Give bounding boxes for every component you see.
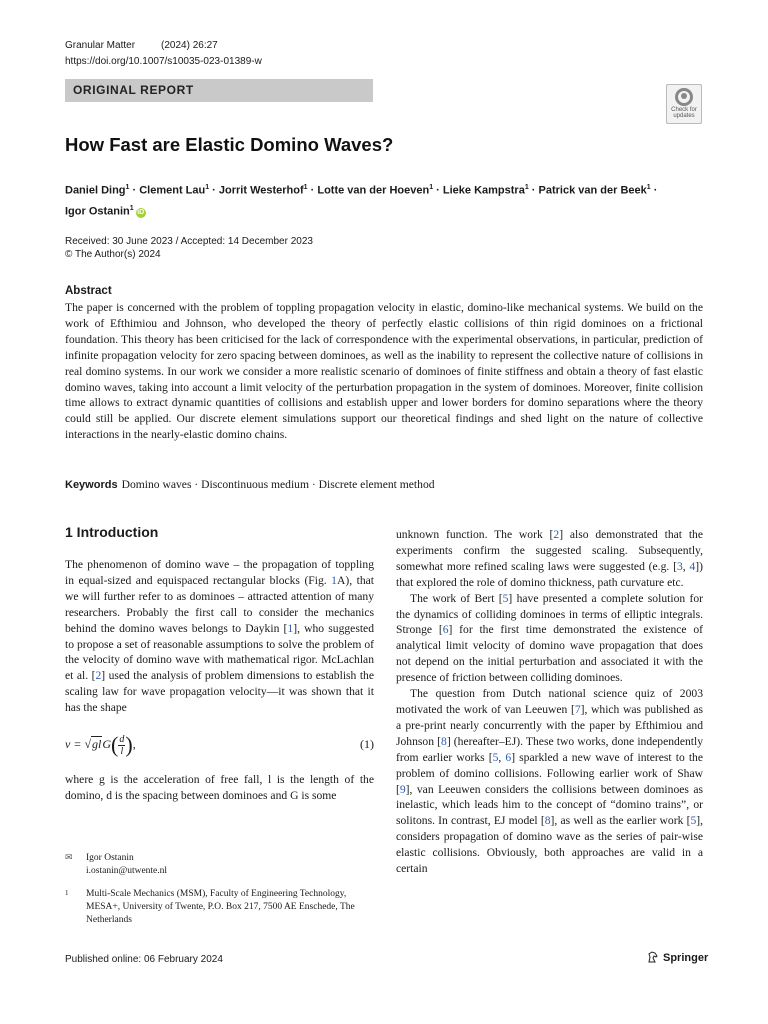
right-column — [396, 527, 703, 877]
keywords-text: Domino waves · Discontinuous medium · Discrete element method — [121, 478, 435, 491]
citation-link[interactable]: 4 — [689, 559, 696, 573]
keywords-label: Keywords — [65, 479, 118, 491]
citation-link[interactable]: 9 — [399, 782, 406, 796]
doi-link[interactable]: https://doi.org/10.1007/s10035-023-01389-w — [65, 56, 262, 67]
received-accepted-dates: Received: 30 June 2023 / Accepted: 14 December 2023 — [65, 236, 313, 247]
author-affiliation-sup: 1 — [429, 184, 434, 191]
citation-link[interactable]: 8 — [544, 814, 551, 828]
intro-paragraph-2: where g is the acceleration of free fall, l is the length of the domino, d is the spacing between dominoes and G is some — [65, 773, 374, 802]
author-name[interactable]: Daniel Ding — [65, 184, 126, 197]
corresponding-author-email[interactable]: i.ostanin@utwente.nl — [86, 866, 168, 876]
journal-header — [65, 40, 218, 51]
springer-horse-icon — [647, 951, 659, 963]
author-name[interactable]: Clement Lau — [139, 184, 206, 197]
citation-link[interactable]: 2 — [553, 528, 560, 541]
orcid-icon[interactable]: iD — [137, 209, 145, 217]
left-column — [65, 524, 374, 804]
corresponding-author-footnote — [65, 851, 167, 878]
published-date: Published online: 06 February 2024 — [65, 954, 223, 965]
check-for-updates-badge[interactable] — [666, 84, 702, 124]
intro-paragraph-3: unknown function. The work [2] also demonstrated that the experiments confirm the suggested scaling. Subsequently, somewhat more refined scaling laws were suggested (e.g. [3, 4]) that explored the role of domino thickness, path curvature etc. — [396, 528, 703, 589]
author-affiliation-sup: 1 — [205, 184, 210, 191]
author-affiliation-sup: 1 — [303, 184, 308, 191]
intro-paragraph-4: The work of Bert [5] have presented a complete solution for the dynamics of colliding dominoes in terms of elliptic integrals. Stronge [6] for the first time demonstrated the existence of analytical limit velocity of domino wave propagation that does not depend on the initial perturbation and associated it with the presence of friction between colliding dominoes. — [396, 591, 703, 685]
check-updates-icon — [675, 88, 693, 106]
author-name[interactable]: Jorrit Westerhof — [218, 184, 304, 197]
citation-link[interactable]: 6 — [505, 750, 512, 764]
envelope-icon: ✉ — [65, 852, 73, 862]
publisher-name: Springer — [663, 952, 709, 964]
author-name[interactable]: Lieke Kampstra — [442, 184, 525, 197]
affiliation-number: 1 — [65, 889, 69, 897]
intro-paragraph-5: The question from Dutch national science quiz of 2003 motivated the work of van Leeuwen [7], which was published as a pre-print nearly concurrently with the paper by Efthimiou and Johnson [8] (hereafter–EJ). These two works, done independently from earlier works [5, 6] sparkled a new wave of interest to the problem of domino collisions. Following earlier work of Shaw [9], van Leeuwen considers the collisions between dominoes as inelastic, which leads him to the concept of “domino trains”, or solitons. In contrast, EJ model [8], as well as the earlier work [5], considers propagation of domino wave as the series of pair-wise elastic collisions. Obviously, both approaches are valid in a certain — [396, 687, 703, 876]
journal-volume: (2024) 26:27 — [161, 40, 218, 51]
author-name[interactable]: Patrick van der Beek — [538, 184, 647, 197]
check-updates-label-2: updates — [673, 113, 695, 119]
citation-link[interactable]: 6 — [442, 623, 449, 637]
paper-title: How Fast are Elastic Domino Waves? — [65, 134, 394, 155]
intro-paragraph-1: The phenomenon of domino wave – the propagation of toppling in equal-sized and equispaced rectangular blocks (Fig. 1A), that we will further refer to as dominoes – attracted attention of many researchers. Probably the first call to consider the mechanics behind the domino waves belongs to Daykin [1], who suggested to propose a set of reasonable assumptions to solve the problem of the velocity of domino wave with mathematical rigor. McLachlan et al. [2] used the analysis of problem dimensions to establish the scaling law for wave propagation velocity—it was shown that it has the shape — [65, 558, 374, 715]
citation-link[interactable]: 1 — [287, 621, 294, 635]
citation-link[interactable]: 7 — [574, 702, 581, 716]
section-heading-introduction: 1 Introduction — [65, 524, 159, 540]
keywords-line — [65, 478, 435, 491]
abstract-heading: Abstract — [65, 285, 112, 297]
citation-link[interactable]: 5 — [502, 591, 509, 605]
abstract-text: The paper is concerned with the problem of toppling propagation velocity in elastic, domino-like mechanical systems. We build on the work of Efthimiou and Johnson, who developed the theory of perfectly elastic collisions of thin rigid dominoes on a frictional foundation. This theory has been criticised for the lack of correspondence with the experimental observations, in particular, prediction of infinite propagation velocity for zero spacing between dominoes, as well as the inability to represent the collective nature of collisions in real domino systems. In our work we consider a more realistic scenario of dominoes of finite stiffness and obtain a theory of fast elastic domino waves, taking into account a limit velocity of the perturbation propagation in the system of dominoes. Moreover, finite collision time allows to extract dynamic quantities of collisions and establish upper and lower borders for domino separations where the theory could still be applied. Our discrete element simulations support our theoretical findings and shed light on the nature of collective interactions in the nearly-elastic domino chains. — [65, 301, 703, 442]
equation-1 — [65, 726, 374, 764]
affiliation-text: Multi-Scale Mechanics (MSM), Faculty of Engineering Technology, MESA+, University of Twente, P.O. Box 217, 7500 AE Enschede, The Netherlands — [86, 889, 355, 925]
corresponding-author-name: Igor Ostanin — [86, 853, 134, 863]
author-affiliation-sup: 1 — [125, 184, 130, 191]
copyright-notice: © The Author(s) 2024 — [65, 249, 161, 260]
citation-link[interactable]: 5 — [690, 814, 697, 828]
author-affiliation-sup: 1 — [646, 184, 651, 191]
publisher-logo — [647, 951, 708, 964]
equation-number: (1) — [360, 737, 374, 752]
equation-body: v = √glG( $\frac{d}{l}$ ), — [65, 732, 136, 758]
author-affiliation-sup: 1 — [129, 204, 134, 212]
article-dates — [65, 235, 313, 261]
author-name[interactable]: Lotte van der Hoeven — [317, 184, 430, 197]
figure-link[interactable]: 1 — [331, 573, 337, 587]
author-list: Daniel Ding$^1$ · Clement Lau$^1$ · Jorrit Westerhof$^1$ · Lotte van der Hoeven$^1$ · Lieke Kampstra$^1$ · Patrick van der Beek$^1$ · Igor Ostanin$^1$iD — [65, 184, 658, 218]
journal-name: Granular Matter — [65, 40, 136, 51]
citation-link[interactable]: 5 — [492, 750, 499, 764]
author-name[interactable]: Igor Ostanin — [65, 205, 130, 218]
citation-link[interactable]: 3 — [676, 559, 683, 573]
citation-link[interactable]: 8 — [441, 734, 447, 748]
citation-link[interactable]: 2 — [95, 669, 102, 683]
report-type-banner: ORIGINAL REPORT — [65, 79, 373, 102]
check-updates-label-1: Check for — [671, 107, 697, 113]
author-affiliation-sup: 1 — [524, 184, 529, 191]
affiliation-footnote — [65, 888, 365, 927]
